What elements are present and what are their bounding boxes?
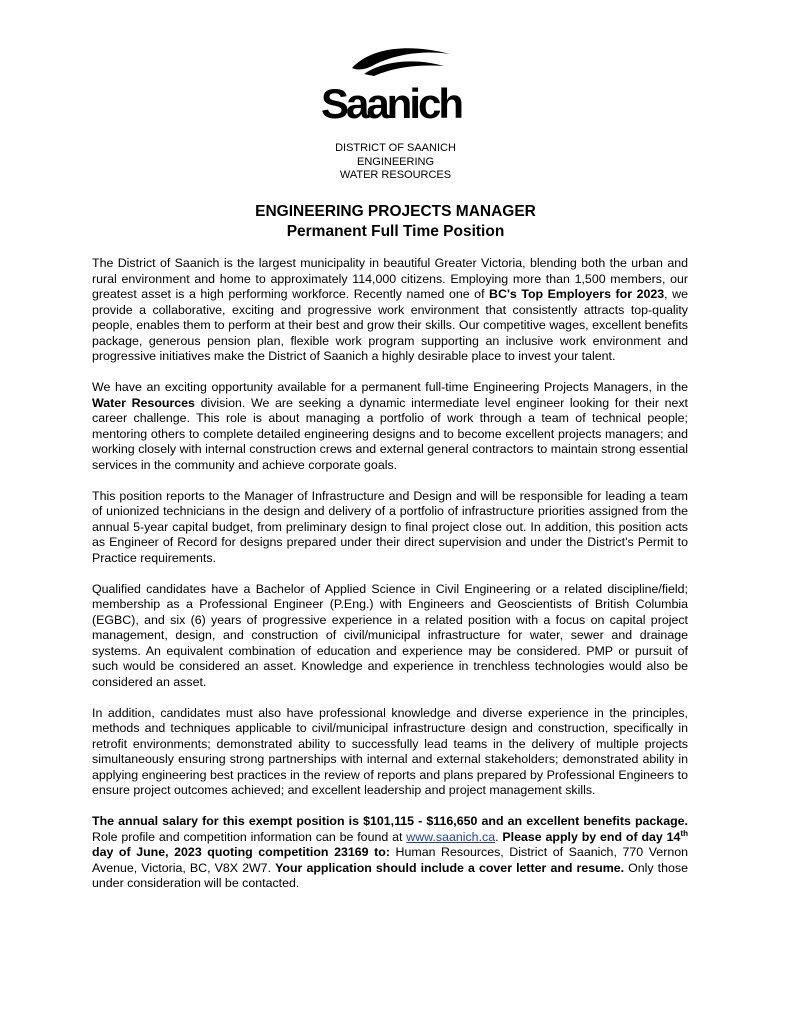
superscript: th [680,828,688,838]
job-title-block [0,202,791,242]
additional-requirements-paragraph: In addition, candidates must also have professional knowledge and diverse experience in the principles, methods and techniques applicable to civil/municipal infrastructure design and construction, specifically in retrofit environments; demonstrated ability to successfully lead teams in the delivery of multiple projects simultaneously ensuring strong partnerships with internal and external stakeholders; demonstrated ability in applying engineering best practices in the review of reports and plans prepared by Professional Engineers to ensure project outcomes achieved; and excellent leadership and project management skills. [92,705,688,797]
bold-run: Please apply by end of day 14 [502,829,681,844]
salary-apply-paragraph [92,814,688,892]
text-run: . [495,829,503,844]
text-run: , we provide a collaborative, exciting and progressive work environment that consistently attracts top-quality people, enables them to perform at their best and grow their skills. Our competitive wages, excellent benefits package, generous pension plan, flexible work program supporting an inclusive work environment and progressive initiatives make the District of Saanich a highly desirable place to invest your talent. [92,287,688,363]
text-run: Human Resources, District of Saanich, 770 Vernon Avenue, Victoria, BC, V8X 2W7. [92,845,688,875]
saanich-website-link[interactable]: www.saanich.ca [406,829,496,844]
bold-run: The annual salary for this exempt position is $101,115 - $116,650 and an excellent benefits package. [92,814,688,828]
text-run: division. We are seeking a dynamic intermediate level engineer looking for their next career challenge. This role is about managing a portfolio of work through a team of technical people; mentoring others to complete detailed engineering designs and to become excellent projects managers; and working closely with internal construction crews and external general contractors to maintain strong essential services in the community and achieve corporate goals. [92,395,688,472]
dept-line: WATER RESOURCES [339,169,452,181]
saanich-logo [312,44,470,136]
bold-run: BC's Top Employers for 2023 [489,287,665,301]
intro-paragraph [92,256,688,365]
logo-wordmark: Saanich [320,80,462,127]
dept-line: ENGINEERING [356,155,434,168]
opportunity-paragraph [92,380,688,473]
text-run: Role profile and competition information can be found at [92,829,407,844]
department-header [0,142,791,183]
posting-body [92,256,688,907]
bold-run: Your application should include a cover letter and resume. [275,860,625,875]
bold-run: day of June, 2023 quoting competition 23169 to: [92,845,390,859]
bold-run: Water Resources [92,395,195,410]
qualifications-paragraph: Qualified candidates have a Bachelor of Applied Science in Civil Engineering or a related discipline/field; membership as a Professional Engineer (P.Eng.) with Engineers and Geoscientists of British Columbia (EGBC), and six (6) years of progressive experience in a related position with a focus on capital project management, design, and construction of civil/municipal infrastructure for water, sewer and drainage systems. An equivalent combination of education and experience may be considered. PMP or pursuit of such would be considered an asset. Knowledge and experience in trenchless technologies would also be considered an asset. [92,581,688,689]
text-run: Only those under consideration will be contacted. [92,860,688,890]
reporting-paragraph: This position reports to the Manager of Infrastructure and Design and will be responsible for leading a team of unionized technicians in the design and delivery of a portfolio of infrastructure priorities assigned from the annual 5-year capital budget, from preliminary design to final project close out. In addition, this position acts as Engineer of Record for designs prepared under their direct supervision and under the District's Permit to Practice requirements. [92,488,688,565]
position-type: Permanent Full Time Position [286,223,505,240]
text-run: We have an exciting opportunity available for a permanent full-time Engineering Projects Managers, in the [92,380,688,394]
dept-line: DISTRICT OF SAANICH [335,142,456,154]
text-run: The District of Saanich is the largest municipality in beautiful Greater Victoria, blending both the urban and rural environment and home to approximately 114,000 citizens. Employing more than 1,500 members, our greatest asset is a high performing workforce. Recently named one of [92,256,688,301]
job-title: ENGINEERING PROJECTS MANAGER [255,203,536,220]
